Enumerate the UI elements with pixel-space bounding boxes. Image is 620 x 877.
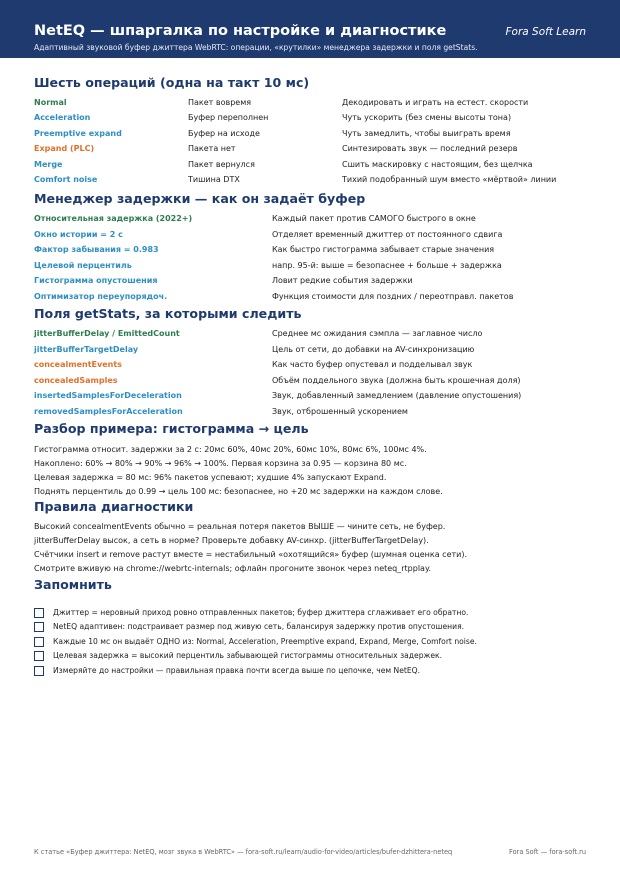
operation-name: Normal bbox=[34, 98, 67, 107]
parameter-description: Как быстро гистограмма забывает старые значения bbox=[272, 245, 495, 255]
parameter-description: Отделяет временный джиттер от постоянного сдвига bbox=[272, 229, 503, 239]
table-row bbox=[34, 274, 594, 287]
operation-name: Merge bbox=[34, 159, 63, 169]
checkbox[interactable] bbox=[34, 608, 44, 618]
rule-line: Счётчики insert и remove растут вместе = нестабильный «охотящийся» буфер (шумная оценка сети). bbox=[34, 550, 468, 559]
example-line: Целевая задержка = 80 мс: 96% пакетов успевают; худшие 4% запускают Expand. bbox=[34, 473, 387, 482]
table-row bbox=[34, 228, 594, 241]
rule-line: jitterBufferDelay высок, а сеть в норме? Проверьте добавку AV-синхр. (jitterBufferTargetDelay). bbox=[34, 536, 429, 545]
parameter-name: Целевой перцентиль bbox=[34, 260, 132, 270]
footer-source: К статье «Буфер джиттера: NetEQ, мозг звука в WebRTC» — fora-soft.ru/learn/audio-for-video/articles/bufer-dzhittera-neteq bbox=[34, 848, 453, 856]
section-title-getstats: Поля getStats, за которыми следить bbox=[34, 306, 302, 321]
page-title: NetEQ — шпаргалка по настройке и диагностике bbox=[34, 23, 447, 39]
example-line: Накоплено: 60% → 80% → 90% → 96% → 100%. Первая корзина за 0.95 — корзина 80 мс. bbox=[34, 459, 407, 468]
operation-trigger: Буфер на исходе bbox=[188, 128, 260, 138]
stat-field-description: Звук, отброшенный ускорением bbox=[272, 407, 408, 416]
section-title-example: Разбор примера: гистограмма → цель bbox=[34, 421, 309, 436]
page-subtitle: Адаптивный звуковой буфер джиттера WebRTC: операции, «крутилки» менеджера задержки и поля getStats. bbox=[34, 43, 478, 52]
section-title-rules: Правила диагностики bbox=[34, 499, 194, 514]
table-row bbox=[34, 243, 594, 256]
checklist-item-label: Измеряйте до настройки — правильная правка почти всегда выше по цепочке, чем NetEQ. bbox=[53, 665, 421, 675]
checklist-item-label: Целевая задержка = высокий перцентиль забывающей гистограммы относительных задержек. bbox=[53, 651, 443, 661]
table-row bbox=[34, 158, 594, 171]
operation-name: Comfort noise bbox=[34, 175, 98, 184]
operation-name: Expand (PLC) bbox=[34, 144, 95, 154]
operation-action: Сшить маскировку с настоящим, без щелчка bbox=[342, 159, 533, 169]
operation-trigger: Пакет вернулся bbox=[188, 159, 255, 169]
table-row bbox=[34, 389, 594, 402]
stat-field-description: Объём поддельного звука (должна быть крошечная доля) bbox=[272, 375, 521, 385]
table-row bbox=[34, 259, 594, 272]
table-row bbox=[34, 343, 594, 356]
section-title-operations: Шесть операций (одна на такт 10 мс) bbox=[34, 75, 310, 90]
operation-action: Декодировать и играть на естест. скорости bbox=[342, 98, 529, 107]
parameter-name: Гистограмма опустошения bbox=[34, 276, 158, 286]
operation-name: Preemptive expand bbox=[34, 128, 122, 138]
operation-trigger: Тишина DTX bbox=[188, 175, 240, 184]
checkbox[interactable] bbox=[34, 622, 44, 632]
footer-brand: Fora Soft — fora-soft.ru bbox=[509, 848, 586, 856]
stat-field-name: removedSamplesForAcceleration bbox=[34, 407, 183, 416]
operation-action: Синтезировать звук — последний резерв bbox=[342, 144, 518, 154]
stat-field-name: jitterBufferTargetDelay bbox=[34, 344, 139, 354]
table-row bbox=[34, 405, 594, 418]
example-line: Гистограмма относит. задержки за 2 с: 20мс 60%, 40мс 20%, 60мс 10%, 80мс 6%, 100мс 4%. bbox=[34, 445, 427, 454]
parameter-description: Ловит редкие события задержки bbox=[272, 276, 413, 286]
table-row bbox=[34, 111, 594, 124]
stat-field-description: Цель от сети, до добавки на AV-синхронизацию bbox=[272, 344, 475, 354]
checkbox[interactable] bbox=[34, 651, 44, 661]
table-row bbox=[34, 374, 594, 387]
header-banner bbox=[0, 0, 620, 58]
operation-action: Тихий подобранный шум вместо «мёртвой» линии bbox=[342, 175, 557, 184]
stat-field-name: concealedSamples bbox=[34, 375, 118, 385]
parameter-name: Оптимизатор переупорядоч. bbox=[34, 292, 168, 301]
table-row bbox=[34, 173, 594, 186]
checkbox[interactable] bbox=[34, 666, 44, 676]
operation-trigger: Пакета нет bbox=[188, 144, 236, 154]
stat-field-description: Среднее мс ожидания сэмпла — заглавное число bbox=[272, 329, 483, 338]
stat-field-description: Звук, добавленный замедлением (давление опустошения) bbox=[272, 391, 522, 401]
table-row bbox=[34, 142, 594, 155]
parameter-description: Функция стоимости для поздних / переотправл. пакетов bbox=[272, 292, 514, 301]
operation-trigger: Буфер переполнен bbox=[188, 113, 269, 123]
rule-line: Смотрите вживую на chrome://webrtc-internals; офлайн прогоните звонок через neteq_rtpplay. bbox=[34, 564, 432, 573]
checklist-item-label: NetEQ адаптивен: подстраивает размер под живую сеть, балансируя задержку против опустошения. bbox=[53, 622, 465, 632]
stat-field-name: insertedSamplesForDeceleration bbox=[34, 391, 182, 401]
table-row bbox=[34, 290, 594, 303]
stat-field-description: Как часто буфер опустевал и подделывал звук bbox=[272, 360, 473, 370]
operation-action: Чуть замедлить, чтобы выиграть время bbox=[342, 128, 511, 138]
table-row bbox=[34, 358, 594, 371]
table-row bbox=[34, 127, 594, 140]
operation-name: Acceleration bbox=[34, 113, 91, 123]
parameter-name: Относительная задержка (2022+) bbox=[34, 214, 193, 223]
stat-field-name: jitterBufferDelay / EmittedCount bbox=[34, 329, 180, 338]
parameter-name: Окно истории = 2 с bbox=[34, 229, 123, 239]
operation-trigger: Пакет вовремя bbox=[188, 98, 252, 107]
checklist-item-label: Каждые 10 мс он выдаёт ОДНО из: Normal, Acceleration, Preemptive expand, Expand, Merge, Comfort noise. bbox=[53, 636, 477, 646]
stat-field-name: concealmentEvents bbox=[34, 360, 122, 370]
checklist-item-label: Джиттер = неровный приход ровно отправленных пакетов; буфер джиттера сглаживает его обратно. bbox=[53, 608, 469, 617]
table-row bbox=[34, 327, 594, 340]
table-row bbox=[34, 212, 594, 225]
rule-line: Высокий concealmentEvents обычно = реальная потеря пакетов ВЫШЕ — чините сеть, не буфер. bbox=[34, 522, 446, 531]
parameter-description: Каждый пакет против САМОГО быстрого в окне bbox=[272, 214, 476, 223]
table-row bbox=[34, 96, 594, 109]
parameter-name: Фактор забывания = 0.983 bbox=[34, 245, 159, 255]
parameter-description: напр. 95-й: выше = безопаснее + больше + задержка bbox=[272, 260, 502, 270]
section-title-delay-manager: Менеджер задержки — как он задаёт буфер bbox=[34, 191, 366, 206]
checkbox[interactable] bbox=[34, 637, 44, 647]
brand-label: Fora Soft Learn bbox=[505, 26, 586, 38]
section-title-remember: Запомнить bbox=[34, 577, 112, 592]
example-line: Поднять перцентиль до 0.99 → цель 100 мс: безопаснее, но +20 мс задержки на каждом слове. bbox=[34, 487, 443, 496]
operation-action: Чуть ускорить (без смены высоты тона) bbox=[342, 113, 512, 123]
